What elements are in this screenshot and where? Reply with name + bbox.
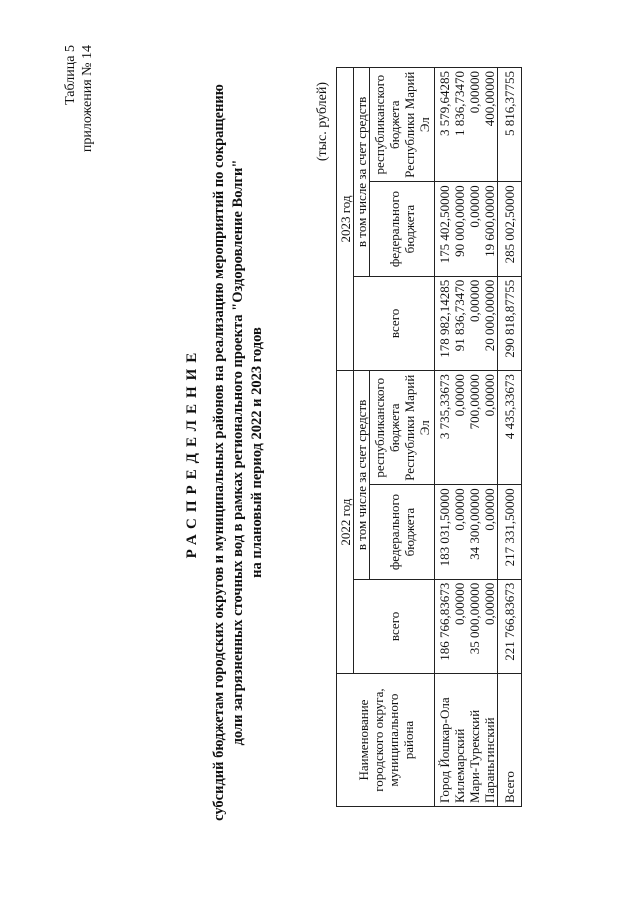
document-title: РАСПРЕДЕЛЕНИЕ xyxy=(184,346,200,559)
table-row xyxy=(467,68,482,807)
cell-2022-federal: 34 300,00000 xyxy=(467,485,482,579)
subtitle-line-3: на плановый период 2022 и 2023 годов xyxy=(249,327,265,578)
total-2023-federal: 285 002,50000 xyxy=(498,182,522,276)
table-number: Таблица 5 xyxy=(63,45,78,105)
cell-2023-total: 91 836,73470 xyxy=(452,276,467,370)
cell-2023-federal: 0,00000 xyxy=(467,182,482,276)
total-2023-republic: 5 816,37755 xyxy=(498,68,522,182)
cell-2022-republic: 0,00000 xyxy=(482,371,498,485)
table-reference xyxy=(62,45,96,152)
header-2023-republic: республиканского бюджета Республики Марий Эл xyxy=(370,68,435,182)
total-2022-republic: 4 435,33673 xyxy=(498,371,522,485)
cell-2022-federal: 183 031,50000 xyxy=(435,485,453,579)
cell-2023-total: 178 982,14285 xyxy=(435,276,453,370)
cell-2023-republic: 400,00000 xyxy=(482,68,498,182)
total-2023-total: 290 818,87755 xyxy=(498,276,522,370)
cell-2023-republic: 1 836,73470 xyxy=(452,68,467,182)
header-2023-total: всего xyxy=(354,276,435,370)
header-2022-incl: в том числе за счет средств xyxy=(354,371,370,580)
cell-2022-republic: 0,00000 xyxy=(452,371,467,485)
document-subtitle xyxy=(210,80,267,825)
cell-2023-federal: 175 402,50000 xyxy=(435,182,453,276)
cell-2022-total: 0,00000 xyxy=(482,579,498,673)
cell-2023-federal: 90 000,00000 xyxy=(452,182,467,276)
cell-2022-total: 35 000,00000 xyxy=(467,579,482,673)
cell-2023-total: 0,00000 xyxy=(467,276,482,370)
cell-2023-federal: 19 600,00000 xyxy=(482,182,498,276)
cell-2022-republic: 700,00000 xyxy=(467,371,482,485)
cell-2023-total: 20 000,00000 xyxy=(482,276,498,370)
row-name: Параньгинский xyxy=(482,674,498,807)
appendix-reference: приложения № 14 xyxy=(80,45,95,153)
cell-2022-total: 186 766,83673 xyxy=(435,579,453,673)
row-name: Килемарский xyxy=(452,674,467,807)
cell-2023-republic: 3 579,64285 xyxy=(435,68,453,182)
header-2022-federal: федерального бюджета xyxy=(370,485,435,579)
table-total-row xyxy=(498,68,522,807)
header-2023-federal: федерального бюджета xyxy=(370,182,435,276)
cell-2023-republic: 0,00000 xyxy=(467,68,482,182)
table-row xyxy=(452,68,467,807)
header-year-2022: 2022 год xyxy=(337,371,354,674)
header-2022-total: всего xyxy=(354,579,435,673)
subsidy-distribution-table xyxy=(336,67,522,807)
total-2022-federal: 217 331,50000 xyxy=(498,485,522,579)
cell-2022-republic: 3 735,33673 xyxy=(435,371,453,485)
row-name: Мари-Турекский xyxy=(467,674,482,807)
header-name: Наименование городского округа, муниципального района xyxy=(337,674,435,807)
cell-2022-federal: 0,00000 xyxy=(452,485,467,579)
header-year-2023: 2023 год xyxy=(337,68,354,371)
subtitle-line-1: субсидий бюджетам городских округов и муниципальных районов на реализацию мероприятий по сокращению xyxy=(211,84,227,821)
unit-label: (тыс. рублей) xyxy=(315,82,330,162)
total-2022-total: 221 766,83673 xyxy=(498,579,522,673)
total-label: Всего xyxy=(498,674,522,807)
subtitle-line-2: доли загрязненных сточных вод в рамках регионального проекта "Оздоровление Волги" xyxy=(230,159,246,746)
table-row xyxy=(435,68,453,807)
row-name: Город Йошкар-Ола xyxy=(435,674,453,807)
cell-2022-federal: 0,00000 xyxy=(482,485,498,579)
header-2022-republic: республиканского бюджета Республики Марий Эл xyxy=(370,371,435,485)
cell-2022-total: 0,00000 xyxy=(452,579,467,673)
header-2023-incl: в том числе за счет средств xyxy=(354,68,370,277)
table-row xyxy=(482,68,498,807)
